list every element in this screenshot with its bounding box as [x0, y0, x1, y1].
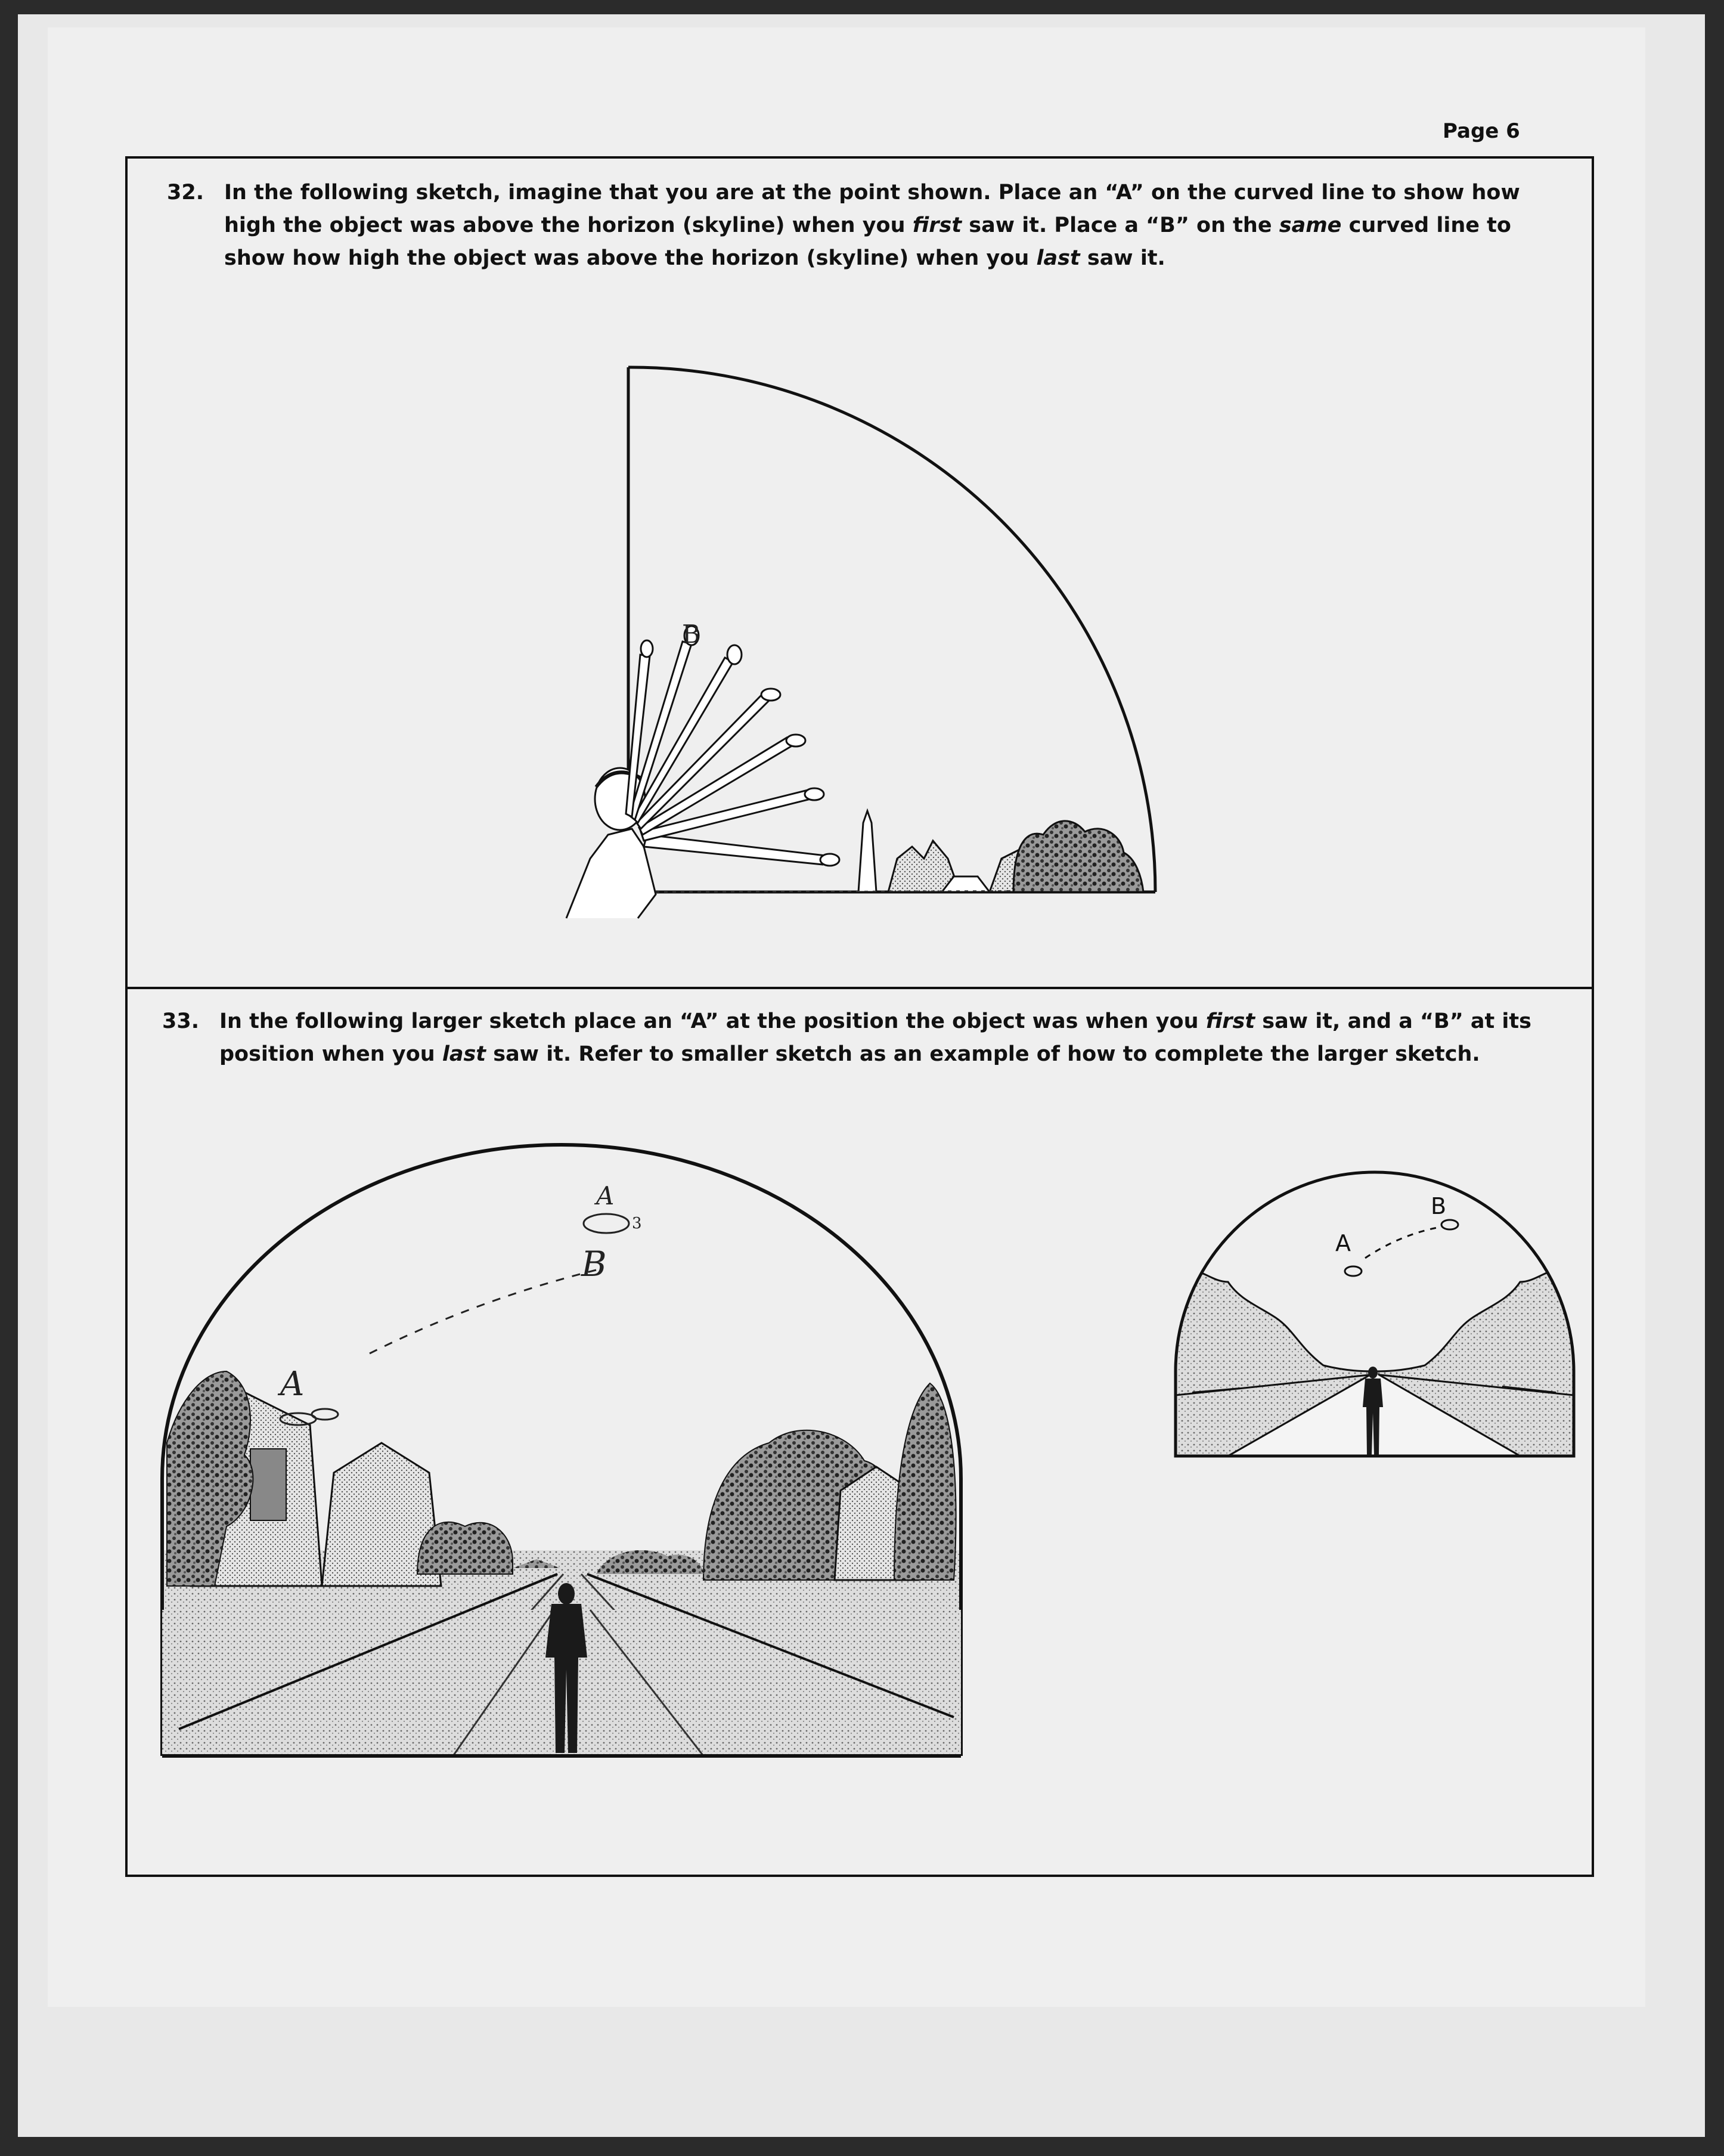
small-example-sketch [1176, 1172, 1574, 1456]
small-mark-b-oval [1441, 1220, 1458, 1229]
question-33-line-2: position when you last saw it. Refer to smaller sketch as an example of how to complete the larger sketch. [219, 1042, 1480, 1066]
page-number: Page 6 [1443, 119, 1520, 143]
mark-a-oval [584, 1214, 629, 1233]
question-32-line-3: show how high the object was above the horizon (skyline) when you last saw it. [224, 246, 1165, 270]
altitude-quadrant-figure [566, 367, 1155, 918]
pointing-hand-label: B [682, 619, 700, 649]
pointing-arms [626, 642, 826, 865]
handwritten-mark-a-left: A [280, 1365, 305, 1404]
large-dome-sketch[interactable] [162, 1145, 961, 1756]
trajectory-dashed-line [370, 1270, 596, 1353]
small-trajectory-line [1365, 1227, 1440, 1258]
altitude-arc[interactable] [628, 367, 1155, 892]
small-label-b: B [1431, 1193, 1447, 1219]
question-32-line-1: In the following sketch, imagine that you are at the point shown. Place an “A” on the curved line to show how [224, 181, 1520, 205]
handwritten-mark-3: 3 [632, 1215, 642, 1232]
tree-cluster [1013, 821, 1143, 892]
question-33-number: 33. [162, 1009, 200, 1033]
lighthouse [858, 811, 876, 892]
question-33-line-1: In the following larger sketch place an “A” at the position the object was when you first saw it, and a “B” at its [219, 1009, 1531, 1033]
handwritten-mark-b: B [581, 1244, 607, 1284]
small-mark-a-oval [1345, 1266, 1362, 1276]
pointing-observer [566, 626, 839, 918]
small-label-a: A [1335, 1230, 1351, 1256]
question-32-number: 32. [167, 181, 204, 205]
handwritten-marks [280, 1214, 629, 1425]
handwritten-mark-a: A [596, 1181, 615, 1210]
observer-torso [566, 829, 656, 918]
question-32-line-2: high the object was above the horizon (skyline) when you first saw it. Place a “B” on the same curved line to [224, 213, 1511, 237]
